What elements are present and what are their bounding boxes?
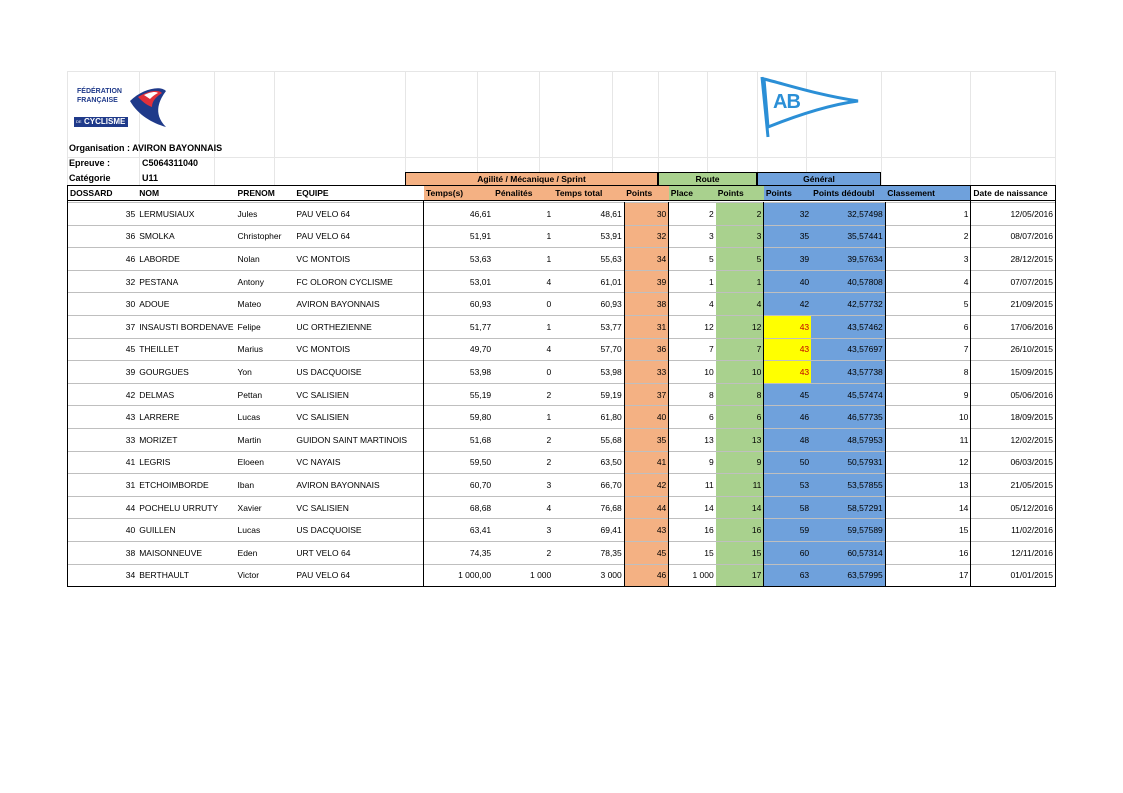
equipe-cell: US DACQUOISE xyxy=(294,519,424,542)
place-cell: 6 xyxy=(669,406,716,429)
prenom-cell: Pettan xyxy=(236,383,295,406)
nom-cell: POCHELU URRUTY xyxy=(137,496,235,519)
classement-cell: 17 xyxy=(885,564,971,587)
dossard-cell: 31 xyxy=(68,474,138,497)
prenom-cell: Felipe xyxy=(236,315,295,338)
points-route-cell: 15 xyxy=(716,541,764,564)
nom-cell: ETCHOIMBORDE xyxy=(137,474,235,497)
points-gen-cell: 39 xyxy=(764,248,811,271)
points-gen-cell: 40 xyxy=(764,270,811,293)
temps-total-cell: 61,80 xyxy=(553,406,624,429)
penalites-cell: 1 xyxy=(493,248,553,271)
points-gen-cell: 46 xyxy=(764,406,811,429)
results-table xyxy=(67,185,1056,587)
points-route-cell: 7 xyxy=(716,338,764,361)
points-gen-cell: 59 xyxy=(764,519,811,542)
temps-cell: 46,61 xyxy=(424,203,493,226)
equipe-cell: AVIRON BAYONNAIS xyxy=(294,293,424,316)
temps-cell: 53,98 xyxy=(424,361,493,384)
prenom-cell: Jules xyxy=(236,203,295,226)
place-cell: 7 xyxy=(669,338,716,361)
points-route-cell: 6 xyxy=(716,406,764,429)
prenom-cell: Lucas xyxy=(236,406,295,429)
temps-total-cell: 60,93 xyxy=(553,293,624,316)
table-row xyxy=(68,338,1056,361)
nom-cell: THEILLET xyxy=(137,338,235,361)
equipe-cell: GUIDON SAINT MARTINOIS xyxy=(294,428,424,451)
nom-cell: ADOUE xyxy=(137,293,235,316)
place-cell: 8 xyxy=(669,383,716,406)
nom-cell: LABORDE xyxy=(137,248,235,271)
penalites-cell: 1 000 xyxy=(493,564,553,587)
classement-cell: 10 xyxy=(885,406,971,429)
prenom-cell: Martin xyxy=(236,428,295,451)
prenom-cell: Antony xyxy=(236,270,295,293)
nom-cell: LEGRIS xyxy=(137,451,235,474)
classement-cell: 9 xyxy=(885,383,971,406)
temps-total-cell: 53,77 xyxy=(553,315,624,338)
temps-total-cell: 69,41 xyxy=(553,519,624,542)
temps-cell: 51,68 xyxy=(424,428,493,451)
penalites-cell: 2 xyxy=(493,451,553,474)
temps-total-cell: 61,01 xyxy=(553,270,624,293)
nom-cell: GOURGUES xyxy=(137,361,235,384)
temps-cell: 59,50 xyxy=(424,451,493,474)
points-ams-cell: 39 xyxy=(624,270,669,293)
points-gen-cell: 60 xyxy=(764,541,811,564)
temps-cell: 51,77 xyxy=(424,315,493,338)
classement-cell: 13 xyxy=(885,474,971,497)
classement-cell: 11 xyxy=(885,428,971,451)
equipe-cell: VC SALISIEN xyxy=(294,383,424,406)
points-dedoubl-cell: 43,57462 xyxy=(811,315,885,338)
categorie-label: Catégorie xyxy=(69,173,111,183)
points-dedoubl-cell: 48,57953 xyxy=(811,428,885,451)
points-route-cell: 13 xyxy=(716,428,764,451)
points-ams-cell: 44 xyxy=(624,496,669,519)
dossard-cell: 32 xyxy=(68,270,138,293)
place-cell: 16 xyxy=(669,519,716,542)
classement-cell: 14 xyxy=(885,496,971,519)
categorie-value: U11 xyxy=(142,173,159,183)
place-cell: 1 xyxy=(669,270,716,293)
points-dedoubl-cell: 46,57735 xyxy=(811,406,885,429)
table-row xyxy=(68,451,1056,474)
naissance-cell: 12/05/2016 xyxy=(971,203,1056,226)
points-dedoubl-cell: 45,57474 xyxy=(811,383,885,406)
place-cell: 3 xyxy=(669,225,716,248)
table-row xyxy=(68,248,1056,271)
points-ams-cell: 32 xyxy=(624,225,669,248)
points-route-cell: 17 xyxy=(716,564,764,587)
points-ams-cell: 46 xyxy=(624,564,669,587)
nom-cell: MORIZET xyxy=(137,428,235,451)
points-ams-cell: 35 xyxy=(624,428,669,451)
points-gen-cell: 45 xyxy=(764,383,811,406)
prenom-cell: Yon xyxy=(236,361,295,384)
naissance-cell: 07/07/2015 xyxy=(971,270,1056,293)
naissance-cell: 15/09/2015 xyxy=(971,361,1056,384)
col-points-route: Points xyxy=(716,186,764,201)
prenom-cell: Christopher xyxy=(236,225,295,248)
points-dedoubl-cell: 32,57498 xyxy=(811,203,885,226)
classement-cell: 2 xyxy=(885,225,971,248)
penalites-cell: 2 xyxy=(493,428,553,451)
equipe-cell: VC MONTOIS xyxy=(294,338,424,361)
nom-cell: INSAUSTI BORDENAVE xyxy=(137,315,235,338)
temps-cell: 63,41 xyxy=(424,519,493,542)
col-points-ams: Points xyxy=(624,186,669,201)
equipe-cell: PAU VELO 64 xyxy=(294,225,424,248)
points-gen-cell: 43 xyxy=(764,361,811,384)
points-ams-cell: 37 xyxy=(624,383,669,406)
penalites-cell: 0 xyxy=(493,293,553,316)
table-row xyxy=(68,428,1056,451)
group-route: Route xyxy=(658,172,757,185)
equipe-cell: UC ORTHEZIENNE xyxy=(294,315,424,338)
nom-cell: LARRERE xyxy=(137,406,235,429)
equipe-cell: VC NAYAIS xyxy=(294,451,424,474)
naissance-cell: 08/07/2016 xyxy=(971,225,1056,248)
temps-total-cell: 48,61 xyxy=(553,203,624,226)
penalites-cell: 4 xyxy=(493,496,553,519)
temps-cell: 51,91 xyxy=(424,225,493,248)
penalites-cell: 0 xyxy=(493,361,553,384)
points-ams-cell: 41 xyxy=(624,451,669,474)
points-gen-cell: 32 xyxy=(764,203,811,226)
equipe-cell: VC SALISIEN xyxy=(294,406,424,429)
points-dedoubl-cell: 40,57808 xyxy=(811,270,885,293)
nom-cell: DELMAS xyxy=(137,383,235,406)
penalites-cell: 3 xyxy=(493,519,553,542)
points-route-cell: 14 xyxy=(716,496,764,519)
naissance-cell: 05/12/2016 xyxy=(971,496,1056,519)
col-points-gen: Points xyxy=(764,186,811,201)
table-row xyxy=(68,564,1056,587)
naissance-cell: 11/02/2016 xyxy=(971,519,1056,542)
temps-cell: 68,68 xyxy=(424,496,493,519)
penalites-cell: 1 xyxy=(493,315,553,338)
points-gen-cell: 35 xyxy=(764,225,811,248)
place-cell: 13 xyxy=(669,428,716,451)
nom-cell: SMOLKA xyxy=(137,225,235,248)
table-row xyxy=(68,225,1056,248)
naissance-cell: 12/11/2016 xyxy=(971,541,1056,564)
temps-total-cell: 3 000 xyxy=(553,564,624,587)
naissance-cell: 12/02/2015 xyxy=(971,428,1056,451)
classement-cell: 4 xyxy=(885,270,971,293)
temps-cell: 60,70 xyxy=(424,474,493,497)
dossard-cell: 35 xyxy=(68,203,138,226)
points-gen-cell: 43 xyxy=(764,338,811,361)
place-cell: 2 xyxy=(669,203,716,226)
penalites-cell: 1 xyxy=(493,406,553,429)
temps-cell: 59,80 xyxy=(424,406,493,429)
temps-total-cell: 53,91 xyxy=(553,225,624,248)
temps-cell: 53,63 xyxy=(424,248,493,271)
equipe-cell: VC MONTOIS xyxy=(294,248,424,271)
nom-cell: BERTHAULT xyxy=(137,564,235,587)
penalites-cell: 1 xyxy=(493,225,553,248)
table-row xyxy=(68,496,1056,519)
points-gen-cell: 58 xyxy=(764,496,811,519)
col-temps-total: Temps total xyxy=(553,186,624,201)
prenom-cell: Iban xyxy=(236,474,295,497)
naissance-cell: 21/09/2015 xyxy=(971,293,1056,316)
classement-cell: 6 xyxy=(885,315,971,338)
table-row xyxy=(68,315,1056,338)
points-ams-cell: 31 xyxy=(624,315,669,338)
penalites-cell: 2 xyxy=(493,541,553,564)
dossard-cell: 30 xyxy=(68,293,138,316)
dossard-cell: 43 xyxy=(68,406,138,429)
classement-cell: 16 xyxy=(885,541,971,564)
place-cell: 5 xyxy=(669,248,716,271)
penalites-cell: 3 xyxy=(493,474,553,497)
table-row xyxy=(68,474,1056,497)
equipe-cell: US DACQUOISE xyxy=(294,361,424,384)
points-gen-cell: 48 xyxy=(764,428,811,451)
points-ams-cell: 45 xyxy=(624,541,669,564)
points-ams-cell: 30 xyxy=(624,203,669,226)
points-ams-cell: 38 xyxy=(624,293,669,316)
epreuve-label: Epreuve : xyxy=(69,158,111,168)
prenom-cell: Eden xyxy=(236,541,295,564)
place-cell: 11 xyxy=(669,474,716,497)
naissance-cell: 28/12/2015 xyxy=(971,248,1056,271)
col-place: Place xyxy=(669,186,716,201)
table-row xyxy=(68,361,1056,384)
place-cell: 15 xyxy=(669,541,716,564)
temps-cell: 55,19 xyxy=(424,383,493,406)
temps-cell: 49,70 xyxy=(424,338,493,361)
points-dedoubl-cell: 59,57589 xyxy=(811,519,885,542)
table-row xyxy=(68,270,1056,293)
penalites-cell: 2 xyxy=(493,383,553,406)
table-row xyxy=(68,519,1056,542)
points-route-cell: 10 xyxy=(716,361,764,384)
classement-cell: 8 xyxy=(885,361,971,384)
equipe-cell: URT VELO 64 xyxy=(294,541,424,564)
temps-total-cell: 76,68 xyxy=(553,496,624,519)
classement-cell: 3 xyxy=(885,248,971,271)
nom-cell: MAISONNEUVE xyxy=(137,541,235,564)
points-route-cell: 1 xyxy=(716,270,764,293)
prenom-cell: Nolan xyxy=(236,248,295,271)
epreuve-value: C5064311040 xyxy=(142,158,199,168)
points-ams-cell: 43 xyxy=(624,519,669,542)
points-gen-cell: 43 xyxy=(764,315,811,338)
place-cell: 1 000 xyxy=(669,564,716,587)
temps-total-cell: 66,70 xyxy=(553,474,624,497)
points-ams-cell: 33 xyxy=(624,361,669,384)
points-route-cell: 2 xyxy=(716,203,764,226)
table-row xyxy=(68,406,1056,429)
equipe-cell: PAU VELO 64 xyxy=(294,203,424,226)
temps-cell: 74,35 xyxy=(424,541,493,564)
col-classement: Classement xyxy=(885,186,971,201)
place-cell: 14 xyxy=(669,496,716,519)
points-route-cell: 9 xyxy=(716,451,764,474)
naissance-cell: 18/09/2015 xyxy=(971,406,1056,429)
points-dedoubl-cell: 60,57314 xyxy=(811,541,885,564)
temps-cell: 1 000,00 xyxy=(424,564,493,587)
points-route-cell: 12 xyxy=(716,315,764,338)
equipe-cell: AVIRON BAYONNAIS xyxy=(294,474,424,497)
temps-cell: 53,01 xyxy=(424,270,493,293)
col-naissance: Date de naissance xyxy=(971,186,1056,201)
table-row xyxy=(68,293,1056,316)
ffc-logo-line2: FRANÇAISE xyxy=(77,97,118,104)
classement-cell: 15 xyxy=(885,519,971,542)
points-route-cell: 11 xyxy=(716,474,764,497)
col-points-dedoubl: Points dédoubl xyxy=(811,186,885,201)
temps-cell: 60,93 xyxy=(424,293,493,316)
temps-total-cell: 63,50 xyxy=(553,451,624,474)
result-sheet xyxy=(67,71,1056,581)
points-gen-cell: 53 xyxy=(764,474,811,497)
naissance-cell: 05/06/2016 xyxy=(971,383,1056,406)
points-route-cell: 4 xyxy=(716,293,764,316)
club-logo-letters: AB xyxy=(773,91,800,113)
dossard-cell: 46 xyxy=(68,248,138,271)
naissance-cell: 26/10/2015 xyxy=(971,338,1056,361)
points-dedoubl-cell: 63,57995 xyxy=(811,564,885,587)
prenom-cell: Xavier xyxy=(236,496,295,519)
naissance-cell: 06/03/2015 xyxy=(971,451,1056,474)
points-gen-cell: 63 xyxy=(764,564,811,587)
ffc-logo-line3b: CYCLISME xyxy=(84,117,126,126)
organisation-label: Organisation : xyxy=(69,143,133,153)
equipe-cell: PAU VELO 64 xyxy=(294,564,424,587)
points-route-cell: 8 xyxy=(716,383,764,406)
penalites-cell: 4 xyxy=(493,270,553,293)
col-penalites: Pénalités xyxy=(493,186,553,201)
naissance-cell: 17/06/2016 xyxy=(971,315,1056,338)
prenom-cell: Victor xyxy=(236,564,295,587)
classement-cell: 1 xyxy=(885,203,971,226)
group-general: Général xyxy=(757,172,881,185)
classement-cell: 7 xyxy=(885,338,971,361)
naissance-cell: 01/01/2015 xyxy=(971,564,1056,587)
temps-total-cell: 78,35 xyxy=(553,541,624,564)
temps-total-cell: 55,63 xyxy=(553,248,624,271)
dossard-cell: 39 xyxy=(68,361,138,384)
table-row xyxy=(68,541,1056,564)
dossard-cell: 33 xyxy=(68,428,138,451)
points-dedoubl-cell: 42,57732 xyxy=(811,293,885,316)
dossard-cell: 45 xyxy=(68,338,138,361)
classement-cell: 12 xyxy=(885,451,971,474)
table-header-row xyxy=(68,186,1056,201)
col-dossard: DOSSARD xyxy=(68,186,138,201)
place-cell: 4 xyxy=(669,293,716,316)
club-logo xyxy=(758,75,862,139)
col-temps: Temps(s) xyxy=(424,186,493,201)
points-route-cell: 16 xyxy=(716,519,764,542)
points-route-cell: 5 xyxy=(716,248,764,271)
equipe-cell: VC SALISIEN xyxy=(294,496,424,519)
organisation-line xyxy=(69,143,222,153)
prenom-cell: Marius xyxy=(236,338,295,361)
nom-cell: GUILLEN xyxy=(137,519,235,542)
points-dedoubl-cell: 43,57738 xyxy=(811,361,885,384)
points-dedoubl-cell: 35,57441 xyxy=(811,225,885,248)
ffc-logo-line3a: DE xyxy=(76,119,82,124)
dossard-cell: 37 xyxy=(68,315,138,338)
points-ams-cell: 40 xyxy=(624,406,669,429)
points-dedoubl-cell: 43,57697 xyxy=(811,338,885,361)
table-row xyxy=(68,203,1056,226)
penalites-cell: 4 xyxy=(493,338,553,361)
temps-total-cell: 59,19 xyxy=(553,383,624,406)
points-ams-cell: 42 xyxy=(624,474,669,497)
points-dedoubl-cell: 50,57931 xyxy=(811,451,885,474)
group-agilite: Agilité / Mécanique / Sprint xyxy=(405,172,658,185)
prenom-cell: Eloeen xyxy=(236,451,295,474)
dossard-cell: 40 xyxy=(68,519,138,542)
table-row xyxy=(68,383,1056,406)
points-dedoubl-cell: 39,57634 xyxy=(811,248,885,271)
points-dedoubl-cell: 53,57855 xyxy=(811,474,885,497)
place-cell: 12 xyxy=(669,315,716,338)
nom-cell: PESTANA xyxy=(137,270,235,293)
classement-cell: 5 xyxy=(885,293,971,316)
points-ams-cell: 36 xyxy=(624,338,669,361)
points-route-cell: 3 xyxy=(716,225,764,248)
col-prenom: PRENOM xyxy=(236,186,295,201)
dossard-cell: 42 xyxy=(68,383,138,406)
temps-total-cell: 55,68 xyxy=(553,428,624,451)
points-gen-cell: 50 xyxy=(764,451,811,474)
dossard-cell: 34 xyxy=(68,564,138,587)
nom-cell: LERMUSIAUX xyxy=(137,203,235,226)
equipe-cell: FC OLORON CYCLISME xyxy=(294,270,424,293)
points-gen-cell: 42 xyxy=(764,293,811,316)
organisation-value: AVIRON BAYONNAIS xyxy=(132,143,223,153)
dossard-cell: 38 xyxy=(68,541,138,564)
prenom-cell: Mateo xyxy=(236,293,295,316)
dossard-cell: 36 xyxy=(68,225,138,248)
col-nom: NOM xyxy=(137,186,235,201)
ffc-logo-line1: FÉDÉRATION xyxy=(77,88,122,95)
dossard-cell: 44 xyxy=(68,496,138,519)
penalites-cell: 1 xyxy=(493,203,553,226)
col-equipe: EQUIPE xyxy=(294,186,424,201)
points-ams-cell: 34 xyxy=(624,248,669,271)
temps-total-cell: 53,98 xyxy=(553,361,624,384)
prenom-cell: Lucas xyxy=(236,519,295,542)
dossard-cell: 41 xyxy=(68,451,138,474)
points-dedoubl-cell: 58,57291 xyxy=(811,496,885,519)
temps-total-cell: 57,70 xyxy=(553,338,624,361)
ffc-logo xyxy=(72,79,172,131)
naissance-cell: 21/05/2015 xyxy=(971,474,1056,497)
place-cell: 9 xyxy=(669,451,716,474)
place-cell: 10 xyxy=(669,361,716,384)
